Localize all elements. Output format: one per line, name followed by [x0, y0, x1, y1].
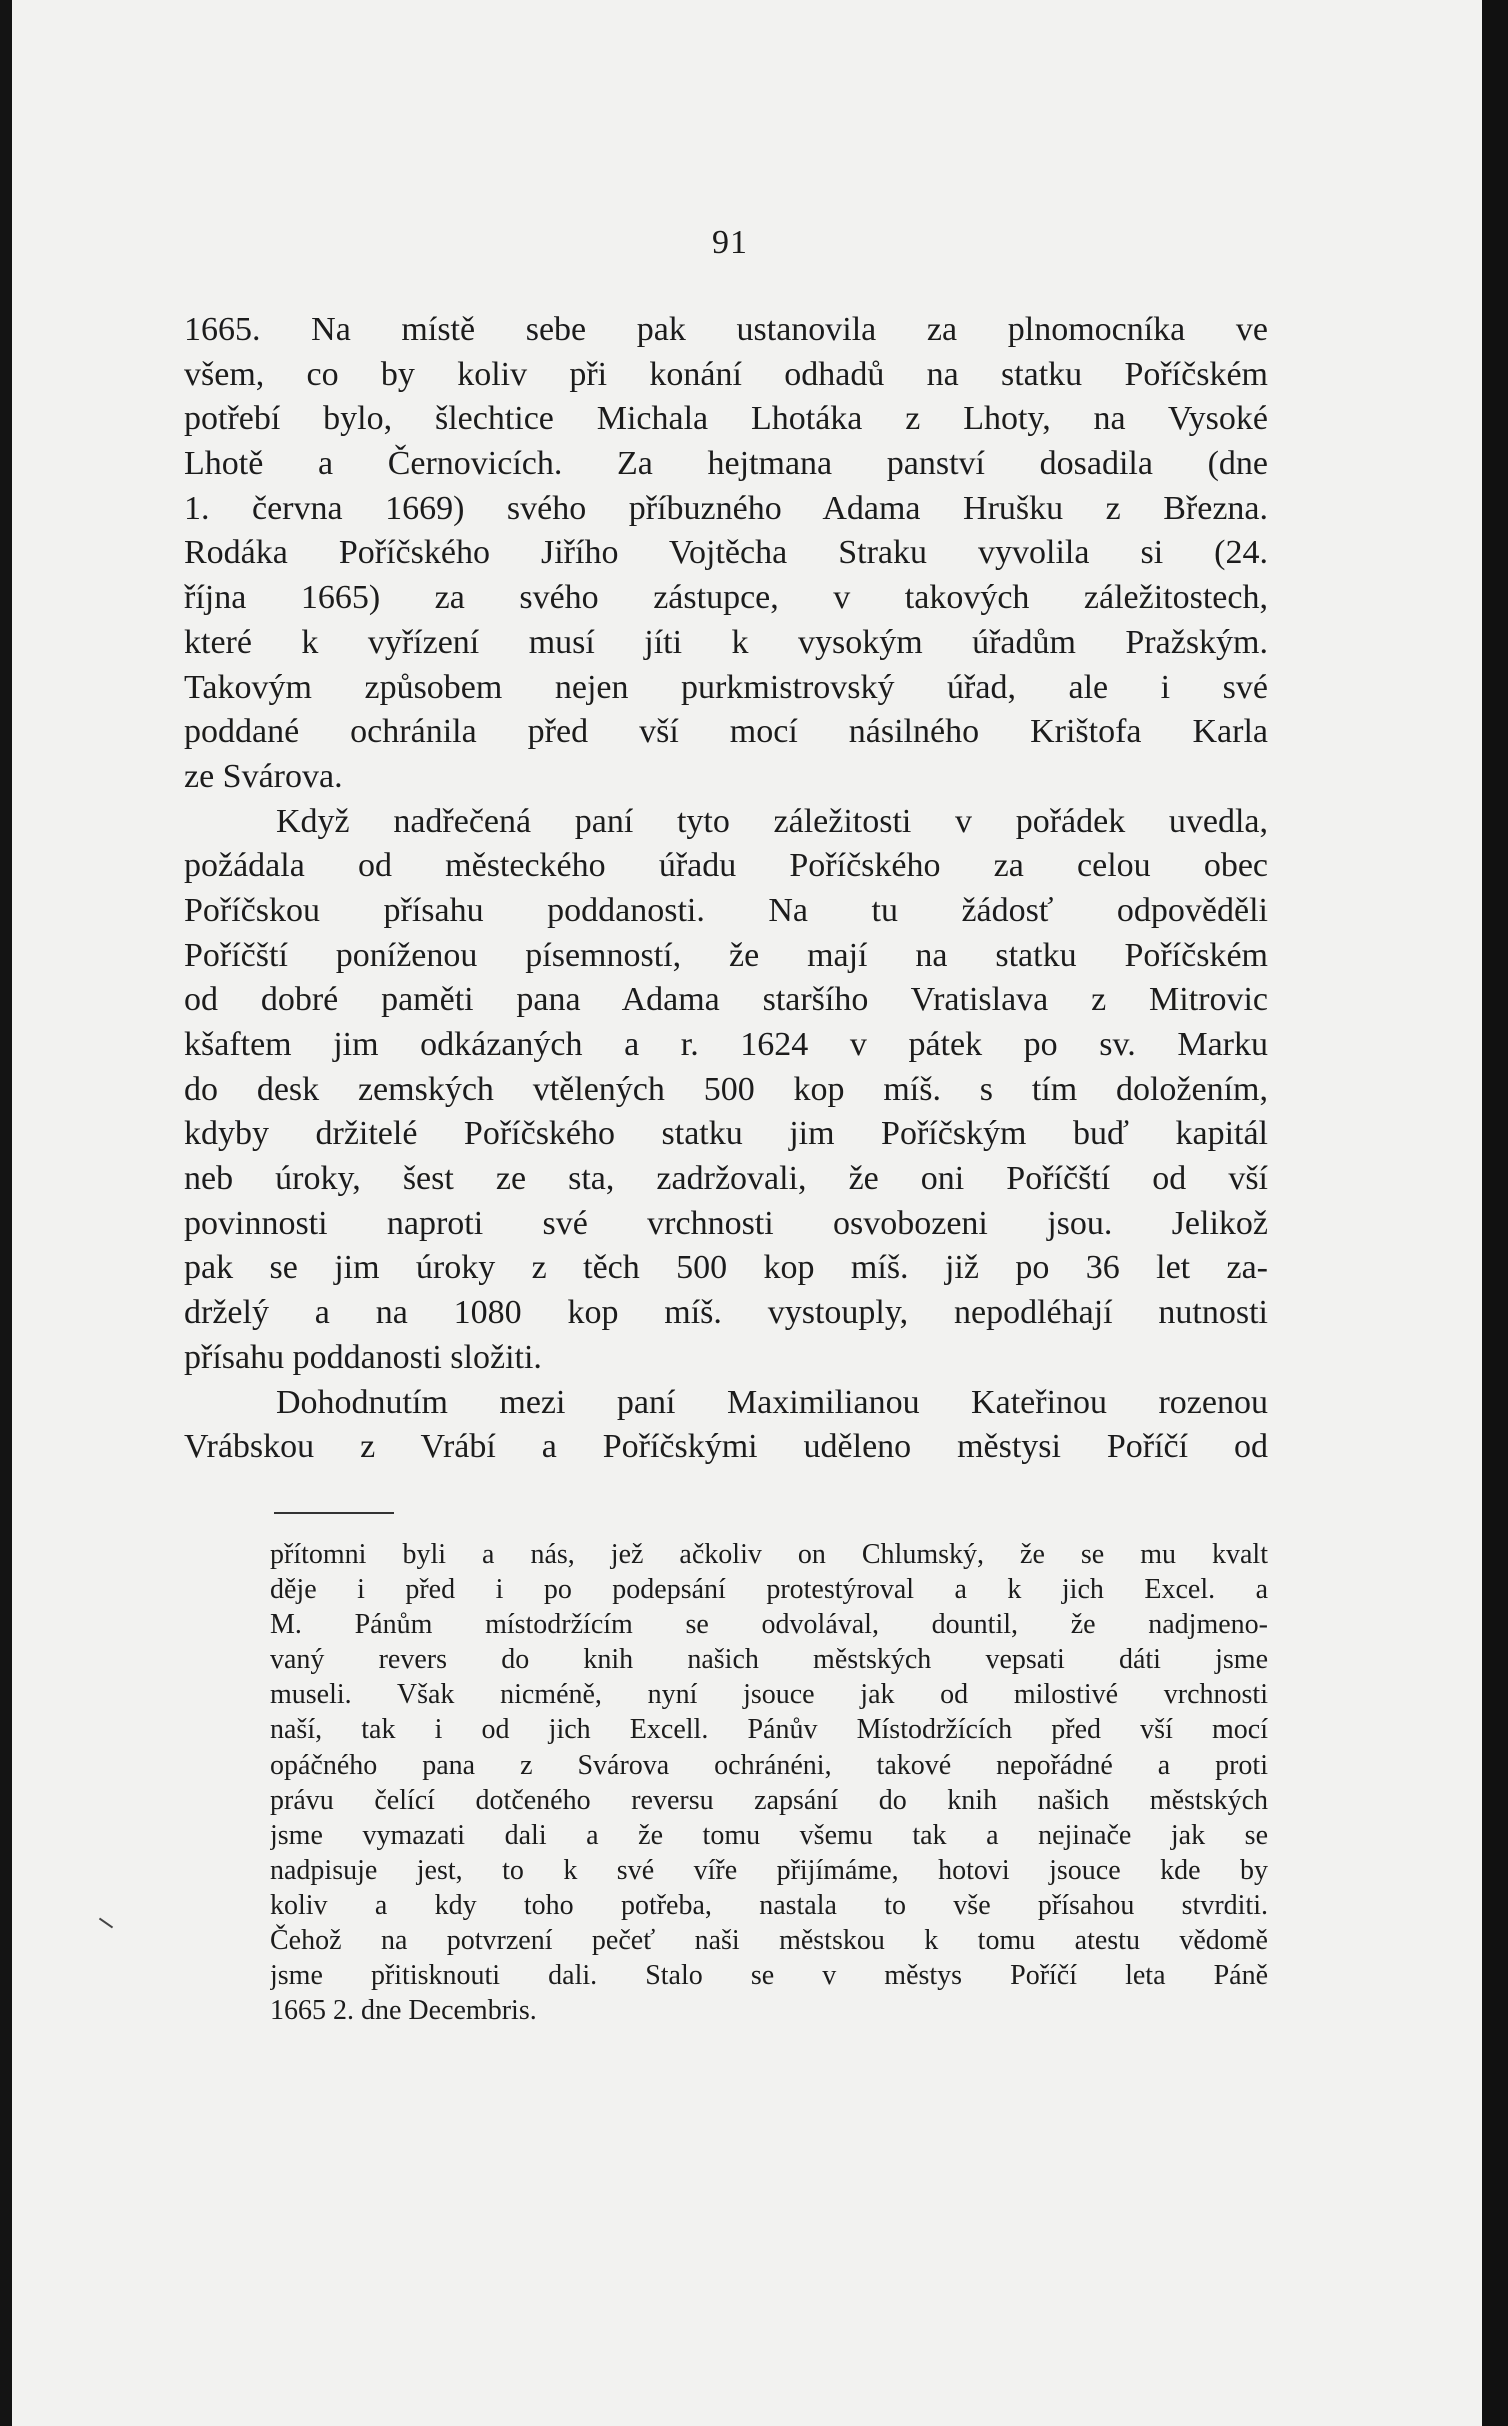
footnote-line: 1665 2. dne Decembris. — [270, 1995, 537, 2027]
text-line: které k vyřízení musí jíti k vysokým úřadům Pražským. — [184, 623, 1268, 661]
text-line: drželý a na 1080 kop míš. vystouply, nepodléhají nutnosti — [184, 1294, 1268, 1332]
text-line: povinnosti naproti své vrchnosti osvobozeni jsou. Jelikož — [184, 1204, 1268, 1242]
footnote-line: právu čelící dotčeného reversu zapsání do knih našich městských — [270, 1784, 1268, 1816]
text-line: neb úroky, šest ze sta, zadržovali, že oni Poříčští od vší — [184, 1160, 1268, 1198]
margin-mark — [99, 1918, 113, 1929]
footnote-line: nadpisuje jest, to k své víře přijímáme, hotovi jsouce kde by — [270, 1854, 1268, 1886]
footnote-line: M. Pánům místodržícím se odvolával, dountil, že nadjmeno- — [270, 1609, 1268, 1641]
footnote — [270, 1537, 1268, 2028]
footnote-line: opáčného pana z Svárova ochránéni, takové nepořádné a proti — [270, 1749, 1268, 1781]
footnote-line: přítomni byli a nás, jež ačkoliv on Chlumský, že se mu kvalt — [270, 1539, 1268, 1570]
text-line: potřebí bylo, šlechtice Michala Lhotáka z Lhoty, na Vysoké — [184, 400, 1268, 438]
text-line: kšaftem jim odkázaných a r. 1624 v pátek po sv. Marku — [184, 1026, 1268, 1063]
text-line: Rodáka Poříčského Jiřího Vojtěcha Straku vyvolila si (24. — [184, 534, 1268, 572]
footnote-line: koliv a kdy toho potřeba, nastala to vše přísahou stvrditi. — [270, 1889, 1268, 1921]
text-line: Když nadřečená paní tyto záležitosti v pořádek uvedla, — [276, 802, 1268, 840]
page-number: 91 — [712, 224, 748, 261]
text-line: 1. června 1669) svého příbuzného Adama Hrušku z Března. — [184, 489, 1268, 527]
text-line: přísahu poddanosti složiti. — [184, 1338, 542, 1376]
text-line: pak se jim úroky z těch 500 kop míš. již po 36 let za- — [184, 1249, 1268, 1287]
text-line: od dobré paměti pana Adama staršího Vratislava z Mitrovic — [184, 981, 1268, 1019]
text-line: kdyby držitelé Poříčského statku jim Poříčským buď kapitál — [184, 1115, 1268, 1153]
footnote-line: naší, tak i od jich Excell. Pánův Místodržících před vší mocí — [270, 1714, 1268, 1746]
text-line: Lhotě a Černovicích. Za hejtmana panství dosadila (dne — [184, 445, 1268, 483]
main-text — [184, 308, 1268, 1470]
footnote-line: jsme vymazati dali a že tomu všemu tak a nejinače jak se — [270, 1819, 1268, 1851]
text-line: Poříčskou přísahu poddanosti. Na tu žádosť odpověděli — [184, 891, 1268, 929]
text-line: všem, co by koliv při konání odhadů na statku Poříčském — [184, 355, 1268, 393]
text-line: do desk zemských vtělených 500 kop míš. s tím doložením, — [184, 1070, 1268, 1108]
footnote-line: Čehož na potvrzení pečeť naši městskou k tomu atestu vědomě — [270, 1925, 1268, 1957]
footnote-separator — [274, 1512, 394, 1514]
scan-right-border — [1482, 0, 1508, 2426]
text-line: října 1665) za svého zástupce, v takových záležitostech, — [184, 579, 1268, 617]
text-line: Dohodnutím mezi paní Maximilianou Kateřinou rozenou — [276, 1383, 1268, 1421]
scan-left-border — [0, 0, 12, 2426]
text-line: ze Svárova. — [184, 757, 343, 795]
text-line: Poříčští poníženou písemností, že mají na statku Poříčském — [184, 936, 1268, 974]
text-line: požádala od městeckého úřadu Poříčského za celou obec — [184, 847, 1268, 885]
text-line: poddané ochránila před vší mocí násilného Krištofa Karla — [184, 713, 1268, 751]
footnote-line: vaný revers do knih našich městských vepsati dáti jsme — [270, 1644, 1268, 1676]
footnote-line: děje i před i po podepsání protestýroval a k jich Excel. a — [270, 1574, 1268, 1606]
text-line: 1665. Na místě sebe pak ustanovila za plnomocníka ve — [184, 311, 1268, 348]
footnote-line: jsme přitisknouti dali. Stalo se v městys Poříčí leta Páně — [270, 1960, 1268, 1992]
footnote-line: museli. Však nicméně, nyní jsouce jak od milostivé vrchnosti — [270, 1679, 1268, 1711]
text-line: Takovým způsobem nejen purkmistrovský úřad, ale i své — [184, 668, 1268, 706]
text-line: Vrábskou z Vrábí a Poříčskými uděleno městysi Poříčí od — [184, 1428, 1268, 1466]
